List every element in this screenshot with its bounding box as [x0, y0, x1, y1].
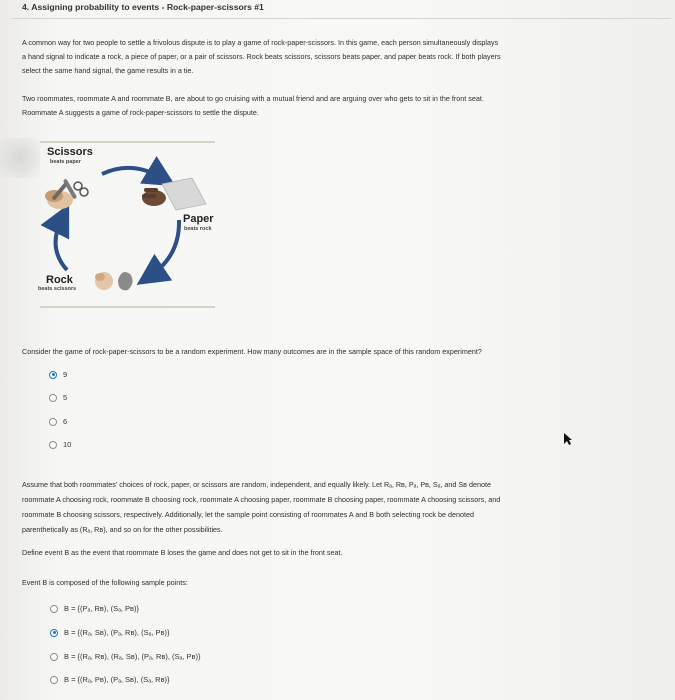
- q1-option-10[interactable]: [49, 440, 71, 449]
- q1-radio-selected[interactable]: [49, 371, 57, 379]
- paper-hand-icon: [142, 178, 206, 210]
- q1-option-label: 10: [63, 440, 72, 449]
- page-title: 4. Assigning probability to events - Rock-paper-scissors #1: [22, 2, 264, 12]
- q2-option-4[interactable]: [50, 675, 170, 684]
- q2-radio[interactable]: [50, 653, 58, 661]
- intro-line: select the same hand signal, the game results in a tie.: [22, 66, 194, 75]
- rock-label: Rock: [46, 274, 73, 286]
- assumption-line: roommate A choosing rock, roommate B choosing rock, roommate A choosing paper, roommate B choosing paper, roommate A choosing scissors, and: [22, 495, 501, 504]
- q1-radio[interactable]: [49, 441, 57, 449]
- diagram-graphic: [22, 138, 222, 314]
- intro-line: Two roommates, roommate A and roommate B, are about to go cruising with a mutual friend and are arguing over who gets to sit in the front seat.: [22, 94, 484, 103]
- assumption-line: roommate B choosing scissors, respectively. Additionally, let the sample point consisting of roommates A and B both selecting rock be denoted: [22, 510, 474, 519]
- q2-option-label: B = {(Rₐ, Sʙ), (Pₐ, Rʙ), (Sₐ, Pʙ)}: [64, 628, 170, 637]
- question-2-prompt: Event B is composed of the following sample points:: [22, 578, 188, 587]
- intro-line: Roommate A suggests a game of rock-paper-scissors to settle the dispute.: [22, 108, 259, 117]
- q1-option-label: 6: [63, 417, 68, 426]
- rock-sublabel: beats scissors: [38, 286, 77, 292]
- rock-paper-scissors-diagram: [22, 138, 222, 314]
- assumption-line: parenthetically as (Rₐ, Rʙ), and so on for the other possibilities.: [22, 525, 223, 534]
- q2-radio-selected[interactable]: [50, 629, 58, 637]
- q2-option-1[interactable]: [50, 604, 139, 613]
- arrow-rock-to-scissors: [56, 218, 67, 270]
- arrow-scissors-to-paper: [102, 168, 162, 178]
- q1-option-6[interactable]: [49, 417, 67, 426]
- paper-sublabel: beats rock: [184, 226, 212, 232]
- q1-radio[interactable]: [49, 418, 57, 426]
- q1-option-label: 5: [63, 393, 68, 402]
- scissors-sublabel: beats paper: [50, 159, 81, 165]
- scissors-hand-icon: [45, 178, 88, 209]
- title-divider: [12, 18, 671, 19]
- q1-option-label: 9: [63, 370, 68, 379]
- intro-paragraph-1: [22, 36, 652, 78]
- q1-option-5[interactable]: [49, 393, 67, 402]
- intro-line: a hand signal to indicate a rock, a piece of paper, or a pair of scissors. Rock beats scissors, scissors beats paper, and paper beats rock. If both players: [22, 52, 501, 61]
- mouse-pointer-icon: [563, 432, 573, 446]
- question-1-prompt: Consider the game of rock-paper-scissors to be a random experiment. How many outcomes are in the sample space of this random experiment?: [22, 347, 482, 356]
- q1-option-9[interactable]: [49, 370, 67, 379]
- q2-option-label: B = {(Rₐ, Rʙ), (Rₐ, Sʙ), (Pₐ, Rʙ), (Sₐ, Pʙ)}: [64, 652, 201, 661]
- intro-line: A common way for two people to settle a frivolous dispute is to play a game of rock-paper-scissors. In this game, each person simultaneously displays: [22, 38, 499, 47]
- q1-radio[interactable]: [49, 394, 57, 402]
- rock-hand-icon: [95, 272, 133, 290]
- q2-option-label: B = {(Pₐ, Rʙ), (Sₐ, Pʙ)}: [64, 604, 140, 613]
- q2-option-3[interactable]: [50, 652, 201, 661]
- q2-option-label: B = {(Rₐ, Pʙ), (Pₐ, Sʙ), (Sₐ, Rʙ)}: [64, 675, 170, 684]
- assumption-line: Assume that both roommates' choices of rock, paper, or scissors are random, independent, and equally likely. Let Rₐ, Rʙ, Pₐ, Pʙ, Sₐ, and Sʙ denote: [22, 480, 491, 489]
- paper-label: Paper: [183, 213, 214, 225]
- q2-radio[interactable]: [50, 605, 58, 613]
- event-definition: Define event B as the event that roommate B loses the game and does not get to sit in the front seat.: [22, 548, 343, 557]
- q2-option-2[interactable]: [50, 628, 170, 637]
- arrow-paper-to-rock: [150, 220, 179, 276]
- assumption-paragraph: [22, 477, 662, 537]
- q2-radio[interactable]: [50, 676, 58, 684]
- scissors-label: Scissors: [47, 146, 93, 158]
- intro-paragraph-2: [22, 92, 652, 120]
